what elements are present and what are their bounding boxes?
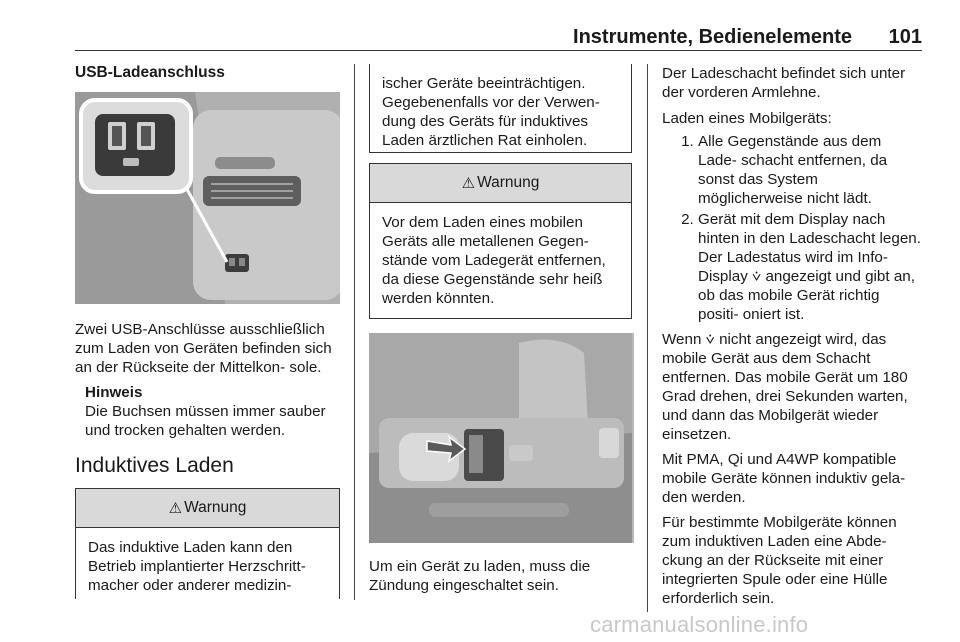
cover-text: Für bestimmte Mobilgeräte können zum induktiven Laden eine Abde- ckung an der Rückseite mit einer integrierten Spule oder eine Hülle erforderlich sein. <box>662 514 897 607</box>
usb-port-illustration <box>75 92 340 304</box>
warning-body-1-cont <box>370 64 631 160</box>
warning-header-1 <box>76 489 339 528</box>
charging-steps <box>662 132 924 324</box>
warning-icon: ⚠ <box>168 500 183 517</box>
warning-body-2 <box>370 203 631 318</box>
page-number: 101 <box>888 26 922 48</box>
column-2 <box>369 64 632 595</box>
compatibility-text: Mit PMA, Qi und A4WP kompatible mobile Geräte können induktiv gela- den werden. <box>662 451 906 506</box>
reposition-text: Wenn ⩒ nicht angezeigt wird, das mobile Gerät aus dem Schacht entfernen. Das mobile Gerät um 180 Grad drehen, drei Sekunden warten, und dann das Mobilgerät wieder einsetzen. <box>662 331 908 443</box>
step-item: 2. Gerät mit dem Display nach hinten in den Ladeschacht legen. Der Ladestatus wird im Info- Display ⩒ angezeigt und gibt an, ob das mobile Gerät richtig positi- oniert ist. <box>698 210 924 324</box>
warning-body-1 <box>76 528 339 605</box>
warning-box-2 <box>369 163 632 319</box>
warning-header-2 <box>370 164 631 203</box>
warning-box-1-continued <box>369 64 632 153</box>
header-title: Instrumente, Bedienelemente <box>573 26 852 48</box>
note-title: Hinweis <box>85 384 143 401</box>
warning-box-1 <box>75 488 340 599</box>
column-divider <box>647 64 648 612</box>
usb-description: Zwei USB-Anschlüsse ausschließlich zum Laden von Geräten befinden sich an der Rückseite der Mittelkon- sole. <box>75 321 332 376</box>
column-1 <box>75 64 340 599</box>
charging-slot-photo <box>369 333 634 543</box>
note-text: Die Buchsen müssen immer sauber und trocken gehalten werden. <box>85 403 326 439</box>
note-block <box>75 383 340 440</box>
warning-title-2: Warnung <box>477 174 540 191</box>
page-header <box>75 0 922 51</box>
warning-text-2: Vor dem Laden eines mobilen Geräts alle metallenen Gegen- stände vom Ladegerät entfernen, da diese Gegenstände sehr heiß werden könnten. <box>382 214 606 307</box>
charging-caption: Um ein Gerät zu laden, muss die Zündung eingeschaltet sein. <box>369 558 591 594</box>
usb-section-title: USB-Ladeanschluss <box>75 64 225 81</box>
charging-slot-illustration <box>369 333 632 543</box>
warning-text-1-cont: ischer Geräte beeinträchtigen. Gegebenenfalls vor der Verwen- dung des Geräts für induktives Laden ärztlichen Rat einholen. <box>382 75 600 149</box>
column-3 <box>662 64 924 608</box>
steps-title: Laden eines Mobilgeräts: <box>662 110 832 127</box>
step-item: 1. Alle Gegenstände aus dem Lade- schacht entfernen, da sonst das System möglicherweise nicht lädt. <box>698 132 924 208</box>
column-divider <box>354 64 355 600</box>
slot-location-text: Der Ladeschacht befindet sich unter der vorderen Armlehne. <box>662 65 906 101</box>
section-title-inductive: Induktives Laden <box>75 454 234 477</box>
warning-title-1: Warnung <box>184 499 247 516</box>
usb-port-photo <box>75 92 340 304</box>
watermark: carmanualsonline.info <box>590 612 809 637</box>
warning-text-1: Das induktive Laden kann den Betrieb implantierter Herzschritt- macher oder anderer medizin- <box>88 539 306 594</box>
warning-icon: ⚠ <box>461 175 476 192</box>
